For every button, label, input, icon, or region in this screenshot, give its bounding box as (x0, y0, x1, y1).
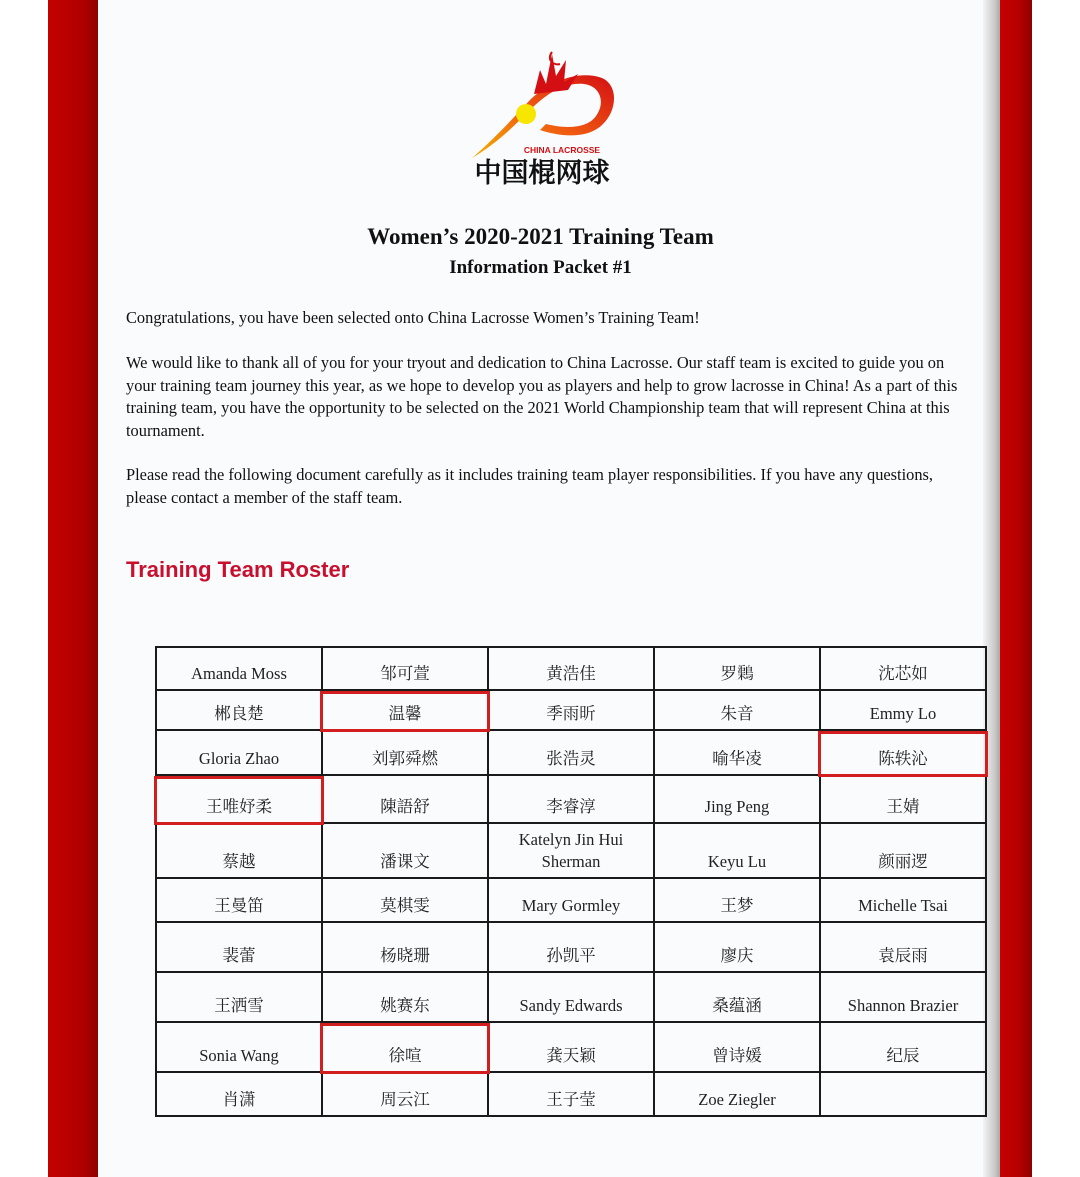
roster-cell: Sandy Edwards (488, 972, 654, 1022)
roster-cell: 张浩灵 (488, 730, 654, 775)
table-row (156, 775, 986, 823)
highlighted-roster-cell: 王唯妤柔 (156, 775, 322, 823)
svg-text:CHINA LACROSSE: CHINA LACROSSE (523, 145, 601, 155)
roster-cell: 颜丽逻 (820, 823, 986, 878)
roster-cell: 季雨昕 (488, 690, 654, 730)
instructions-paragraph: Please read the following document carefully as it includes training team player responsibilities. If you have any questions, please contact a member of the staff team. (126, 465, 934, 507)
roster-cell: 王婧 (820, 775, 986, 823)
roster-cell: 陳語舒 (322, 775, 488, 823)
right-red-border (1000, 0, 1032, 1177)
highlighted-roster-cell: 陈轶沁 (820, 730, 986, 775)
roster-cell: 潘课文 (322, 823, 488, 878)
roster-cell: 邹可萱 (322, 647, 488, 690)
roster-cell: 喻华凌 (654, 730, 820, 775)
table-row (156, 972, 986, 1022)
table-row (156, 1072, 986, 1116)
roster-cell: 王梦 (654, 878, 820, 922)
document-title: Women’s 2020-2021 Training Team (367, 224, 714, 249)
roster-cell: 孙凯平 (488, 922, 654, 972)
roster-cell: Jing Peng (654, 775, 820, 823)
roster-cell: 王曼笛 (156, 878, 322, 922)
roster-cell: 黄浩佳 (488, 647, 654, 690)
roster-cell: Gloria Zhao (156, 730, 322, 775)
roster-cell: 周云江 (322, 1072, 488, 1116)
document-subtitle: Information Packet #1 (449, 257, 632, 278)
roster-cell: Sonia Wang (156, 1022, 322, 1072)
roster-cell: 姚赛东 (322, 972, 488, 1022)
china-lacrosse-logo (462, 40, 622, 195)
table-row (156, 730, 986, 775)
roster-cell: Michelle Tsai (820, 878, 986, 922)
roster-cell: Katelyn Jin Hui Sherman (488, 823, 654, 878)
table-row (156, 922, 986, 972)
roster-cell: 裴蕾 (156, 922, 322, 972)
roster-cell: 莫棋雯 (322, 878, 488, 922)
roster-cell: 肖潇 (156, 1072, 322, 1116)
congratulations-paragraph: Congratulations, you have been selected onto China Lacrosse Women’s Training Team! (126, 308, 700, 327)
roster-heading: Training Team Roster (126, 557, 350, 582)
table-row (156, 878, 986, 922)
roster-cell: 纪辰 (820, 1022, 986, 1072)
roster-cell: Emmy Lo (820, 690, 986, 730)
left-red-border (48, 0, 98, 1177)
svg-text:中国棍网球: 中国棍网球 (474, 158, 610, 189)
roster-cell: 龚天颖 (488, 1022, 654, 1072)
highlighted-roster-cell: 温馨 (322, 690, 488, 730)
roster-cell: 蔡越 (156, 823, 322, 878)
roster-cell: 王子莹 (488, 1072, 654, 1116)
table-row (156, 690, 986, 730)
roster-cell: 朱音 (654, 690, 820, 730)
roster-cell: Amanda Moss (156, 647, 322, 690)
table-row (156, 647, 986, 690)
table-row (156, 1022, 986, 1072)
roster-cell: 袁辰雨 (820, 922, 986, 972)
roster-cell: 罗𪆂 (654, 647, 820, 690)
lacrosse-ball-icon (516, 104, 536, 124)
highlighted-roster-cell: 徐喧 (322, 1022, 488, 1072)
roster-cell: Shannon Brazier (820, 972, 986, 1022)
roster-cell: 刘郭舜燃 (322, 730, 488, 775)
roster-cell: 郴良楚 (156, 690, 322, 730)
roster-cell: 杨晓珊 (322, 922, 488, 972)
table-row (156, 823, 986, 878)
roster-cell: 桑蕴涵 (654, 972, 820, 1022)
roster-cell: 王洒雪 (156, 972, 322, 1022)
thank-you-paragraph: We would like to thank all of you for your tryout and dedication to China Lacrosse. Our staff team is excited to guide you on your training team journey this year, as we hope to develop you as players and help to grow lacrosse in China! As a part of this training team, you have the opportunity to be selected on the 2021 World Championship team that will represent China at this tournament. (126, 353, 958, 440)
roster-cell: Zoe Ziegler (654, 1072, 820, 1116)
roster-cell: Mary Gormley (488, 878, 654, 922)
roster-cell: Keyu Lu (654, 823, 820, 878)
roster-cell (820, 1072, 986, 1116)
roster-cell: 沈芯如 (820, 647, 986, 690)
roster-cell: 李睿淳 (488, 775, 654, 823)
roster-table (155, 646, 987, 1117)
roster-cell: 曾诗媛 (654, 1022, 820, 1072)
roster-cell: 廖庆 (654, 922, 820, 972)
